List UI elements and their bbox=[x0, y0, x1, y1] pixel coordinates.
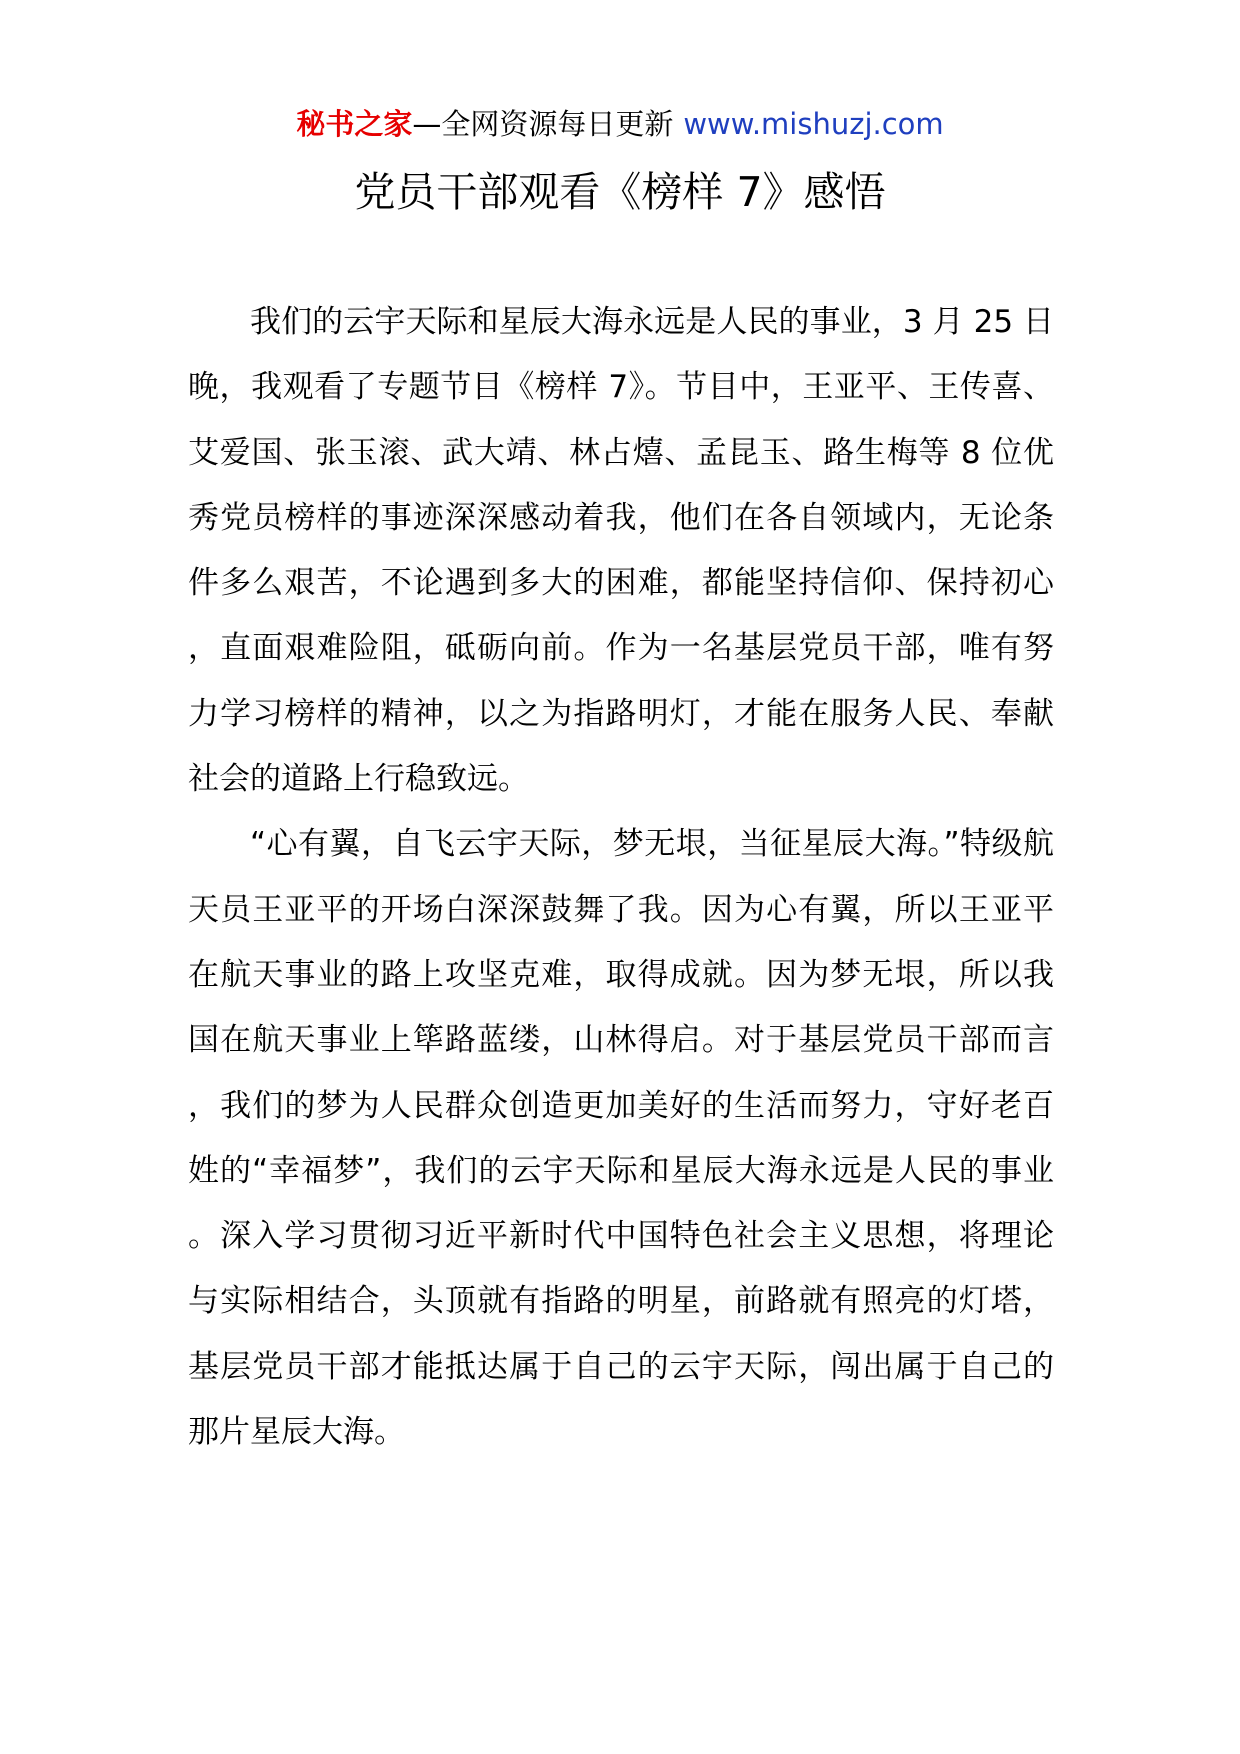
site-url-link[interactable]: www.mishuzj.com bbox=[683, 107, 944, 141]
site-header bbox=[0, 104, 1240, 144]
site-brand: 秘书之家 bbox=[296, 107, 413, 141]
document-body bbox=[188, 290, 1054, 1465]
document-title: 党员干部观看《榜样 7》感悟 bbox=[354, 168, 886, 216]
site-slogan: —全网资源每日更新 bbox=[412, 107, 674, 141]
paragraph-1: 我们的云宇天际和星辰大海永远是人民的事业，3 月 25 日晚，我观看了专题节目《榜样 7》。节目中，王亚平、王传喜、艾爱国、张玉滚、武大靖、林占熺、孟昆玉、路生梅等 8 位优秀党员榜样的事迹深深感动着我，他们在各自领域内，无论条件多么艰苦，不论遇到多大的困难，都能坚持信仰、保持初心，直面艰难险阻，砥砺向前。作为一名基层党员干部，唯有努力学习榜样的精神，以之为指路明灯，才能在服务人民、奉献社会的道路上行稳致远。 bbox=[188, 304, 1054, 798]
paragraph-2: “心有翼，自飞云宇天际，梦无垠，当征星辰大海。”特级航天员王亚平的开场白深深鼓舞了我。因为心有翼，所以王亚平在航天事业的路上攻坚克难，取得成就。因为梦无垠，所以我国在航天事业上筚路蓝缕，山林得启。对于基层党员干部而言，我们的梦为人民群众创造更加美好的生活而努力，守好老百姓的“幸福梦”，我们的云宇天际和星辰大海永远是人民的事业。深入学习贯彻习近平新时代中国特色社会主义思想，将理论与实际相结合，头顶就有指路的明星，前路就有照亮的灯塔，基层党员干部才能抵达属于自己的云宇天际，闯出属于自己的那片星辰大海。 bbox=[188, 826, 1054, 1451]
